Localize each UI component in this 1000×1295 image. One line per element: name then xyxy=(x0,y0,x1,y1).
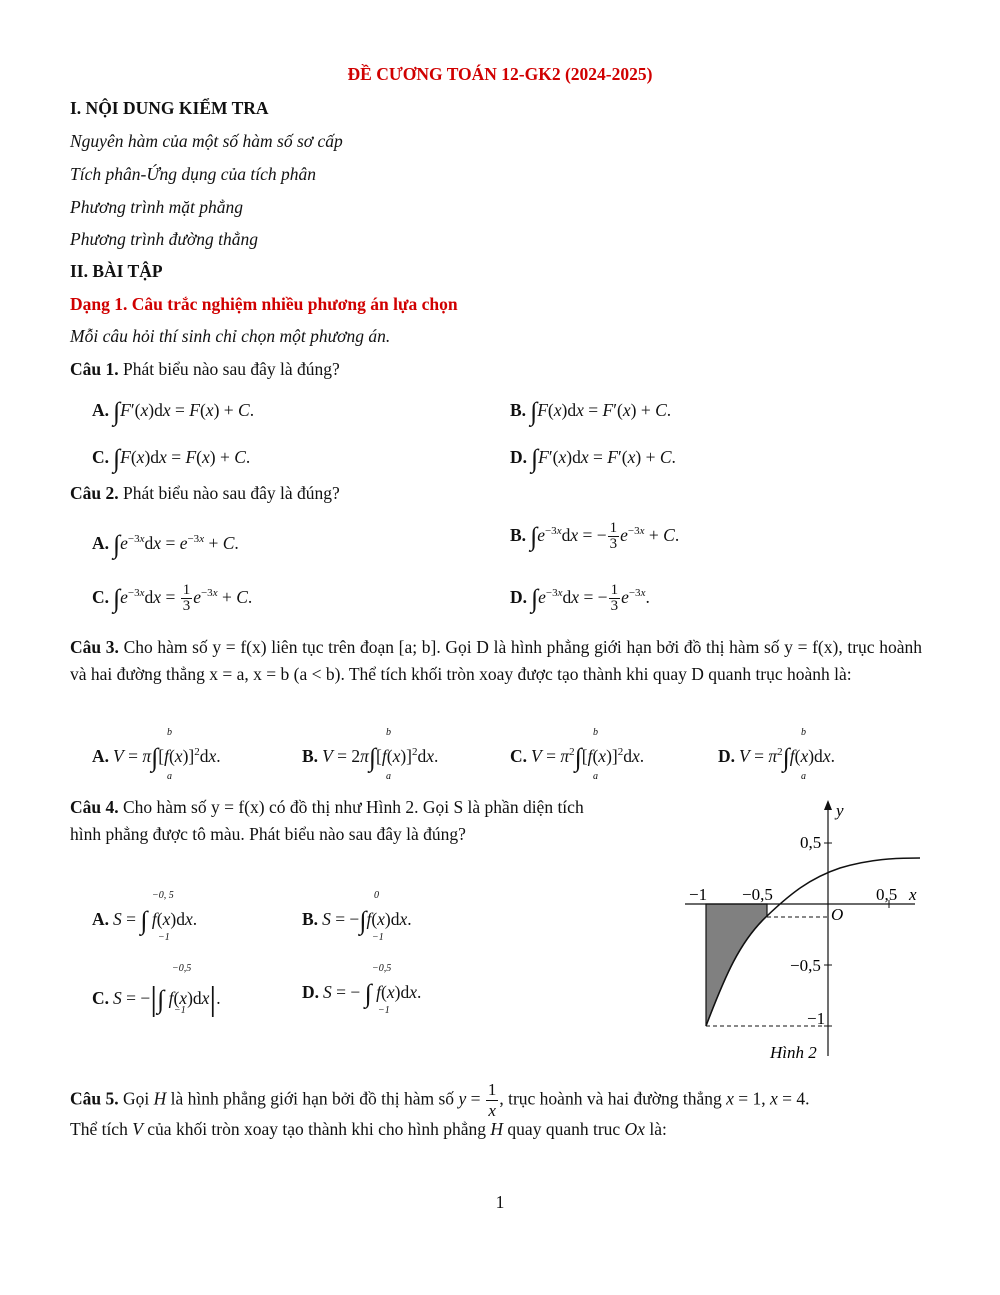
y-axis-arrow-icon xyxy=(824,800,832,810)
question-4-label: Câu 4. xyxy=(70,797,119,817)
question-4 xyxy=(70,797,584,818)
document-title: ĐỀ CƯƠNG TOÁN 12-GK2 (2024-2025) xyxy=(347,64,653,84)
label-x-0-5: 0,5 xyxy=(876,885,898,904)
q4-option-a[interactable]: A. S = ∫ f(x)dx. −0, 5 −1 xyxy=(92,890,198,943)
origin-label: O xyxy=(831,905,844,924)
question-3-label: Câu 3. xyxy=(70,637,119,657)
q4-option-b[interactable]: B. S = −∫f(x)dx. 0 −1 xyxy=(302,890,412,943)
x-axis-label: x xyxy=(909,885,917,904)
figure-hinh-2 xyxy=(680,796,930,1066)
question-4-text-line1: Cho hàm số y = f(x) có đồ thị như Hình 2. Gọi S là phần diện tích xyxy=(123,797,584,817)
question-3-text: Cho hàm số y = f(x) liên tục trên đoạn [a; b]. Gọi D là hình phẳng giới hạn bởi đồ thị hàm số y = f(x), trục hoành và hai đường thẳng x = a, x = b (a < b). Thể tích khối tròn xoay được tạo thành khi quay D quanh trục hoành là: xyxy=(70,637,923,684)
section-heading-content: I. NỘI DUNG KIỂM TRA xyxy=(70,98,269,118)
q2-option-b[interactable]: B. $\int e^{-3x}dx$ = − $\frac{1}{3}$ $e^{-3x} + C$. xyxy=(510,520,680,553)
y-axis-label: y xyxy=(836,801,844,820)
label-y-neg-1: −1 xyxy=(807,1009,826,1028)
q2-option-c[interactable]: C. $\int e^{-3x}dx$ = $\frac{1}{3}$ $e^{-3x} + C$. xyxy=(92,582,253,615)
question-4-text-line2: hình phẳng được tô màu. Phát biểu nào sau đây là đúng? xyxy=(70,824,466,844)
q1-option-b[interactable]: B. ∫F(x)dx = F′(x) + C. xyxy=(510,397,672,426)
question-2-text: Phát biểu nào sau đây là đúng? xyxy=(123,483,340,503)
page-number: 1 xyxy=(495,1192,505,1212)
content-item-3: Phương trình mặt phẳng xyxy=(70,197,243,217)
exercise-type-heading: Dạng 1. Câu trắc nghiệm nhiều phương án lựa chọn xyxy=(70,294,458,314)
question-5-label: Câu 5. xyxy=(70,1088,119,1109)
shaded-area xyxy=(706,904,767,1026)
q1-option-a[interactable]: A. ∫F′(x)dx = F(x) + C. xyxy=(92,397,255,426)
question-1-label: Câu 1. xyxy=(70,359,119,379)
q3-option-b[interactable]: B. $V = 2\pi\int[f(x)]^2dx$. b a xyxy=(302,727,439,782)
question-3 xyxy=(70,634,922,688)
content-item-4: Phương trình đường thẳng xyxy=(70,229,258,249)
question-5: Câu 5. Gọi H là hình phẳng giới hạn bởi đồ thị hàm số y = $\frac{1}{x}$ , trục hoành và hai đường thẳng x = 1, x = 4. xyxy=(70,1080,810,1120)
question-5-line2: Thể tích V của khối tròn xoay tạo thành khi cho hình phẳng H quay quanh truc Ox là: xyxy=(70,1119,667,1139)
q2-option-a[interactable]: A. $\int e^{-3x}dx = e^{-3x} + C$. xyxy=(92,530,239,559)
label-x-neg-1: −1 xyxy=(689,885,708,904)
q4-option-d[interactable]: D. S = − ∫ f(x)dx. −0,5 −1 xyxy=(302,963,422,1016)
question-1-text: Phát biểu nào sau đây là đúng? xyxy=(123,359,340,379)
content-item-1: Nguyên hàm của một số hàm số sơ cấp xyxy=(70,131,343,151)
figure-caption: Hình 2 xyxy=(770,1043,817,1062)
q1-option-c[interactable]: C. ∫F(x)dx = F(x) + C. xyxy=(92,444,251,473)
label-y-0-5: 0,5 xyxy=(800,833,822,852)
instruction-text: Mỗi câu hỏi thí sinh chỉ chọn một phương án. xyxy=(70,326,391,346)
question-2 xyxy=(70,483,340,504)
q2-option-d[interactable]: D. $\int e^{-3x}dx$ = − $\frac{1}{3}$ $e^{-3x}$. xyxy=(510,582,650,615)
label-x-neg-0-5: −0,5 xyxy=(742,885,773,904)
question-1 xyxy=(70,359,340,380)
question-2-label: Câu 2. xyxy=(70,483,119,503)
q3-option-a[interactable]: A. $V = \pi\int[f(x)]^2dx$. b a xyxy=(92,727,221,782)
q1-option-d[interactable]: D. ∫F′(x)dx = F′(x) + C. xyxy=(510,444,676,473)
q3-option-d[interactable]: D. $V = \pi^2\int f(x)dx$. b a xyxy=(718,727,835,782)
q3-option-c[interactable]: C. $V = \pi^2\int[f(x)]^2dx$. b a xyxy=(510,727,645,782)
section-heading-exercises: II. BÀI TẬP xyxy=(70,261,163,281)
q4-option-c[interactable]: C. S = −|∫ f(x)dx|. −0,5 −1 xyxy=(92,963,221,1018)
label-y-neg-0-5: −0,5 xyxy=(790,956,821,975)
content-item-2: Tích phân-Ứng dụng của tích phân xyxy=(70,164,317,184)
